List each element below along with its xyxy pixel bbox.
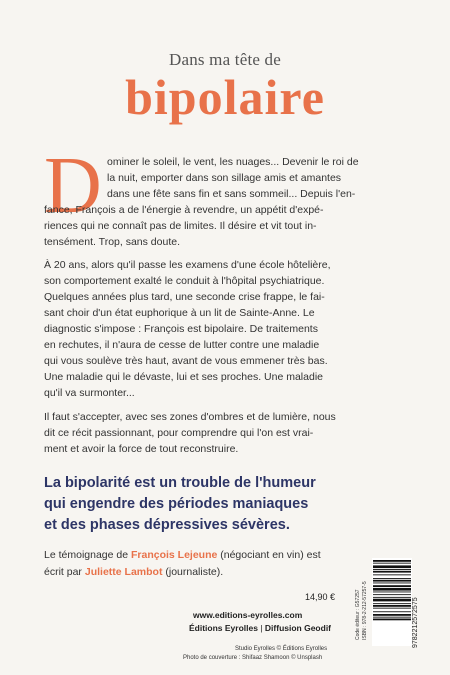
credit-line-2 [44,566,223,578]
text-line: dans une fête sans fin et sans sommeil... Depuis l'en- [107,188,356,200]
barcode-bar [373,614,411,616]
code-editeur: Code éditeur : G57257 [355,589,361,640]
barcode-bar [373,588,411,591]
barcode-bar [373,580,411,582]
credit-line-1 [44,549,321,561]
barcode [372,558,412,646]
barcode-bar [373,578,411,579]
text-line: À 20 ans, alors qu'il passe les examens d'une école hôtelière, [44,259,331,271]
photo-credit: Photo de couverture : Shifaaz Shamoon © Unsplash [183,655,323,661]
studio-credit: Studio Eyrolles © Éditions Eyrolles [235,646,328,652]
text-line: sant choir d'un état euphorique à un lit de Sainte-Anne. Le [44,307,315,319]
text-line: Il faut s'accepter, avec ses zones d'ombres et de lumière, nous [44,411,336,423]
barcode-bar [373,563,411,564]
text-line: ominer le soleil, le vent, les nuages... Devenir le roi de [107,156,359,168]
barcode-bar [373,603,411,604]
author-name: François Lejeune [130,549,218,561]
text-line: riences qui ne connaît pas de limites. Il désire et vit tout in- [44,220,317,232]
author-name: Juliette Lambot [84,566,163,578]
lead-line: qui engendre des périodes maniaques [44,496,309,512]
barcode-bar [373,569,411,570]
title-main: bipolaire [125,69,325,125]
publisher-line [189,623,331,633]
text-line: la nuit, emporter dans son sillage amis et amantes [107,172,342,184]
barcode-bar [373,565,411,568]
text-line: fance, François a de l'énergie à revendre, un appétit d'expé- [44,204,324,216]
barcode-bar [373,592,411,593]
barcode-bar [373,611,411,612]
barcode-bar [373,599,411,602]
barcode-bar [373,560,411,562]
text-line: dit ce récit passionnant, pour comprendre qui l'on est vrai- [44,427,314,439]
text-line: son comportement exalté le conduit à l'hôpital psychiatrique. [44,275,325,287]
title-top: Dans ma tête de [168,50,282,69]
barcode-number: 9782212572575 [412,597,419,648]
barcode-bar [373,574,411,575]
credit-text: Le témoignage de [44,549,131,561]
barcode-graphic [372,558,412,646]
barcode-bar [373,583,411,584]
text-line: Quelques années plus tard, une seconde crise frappe, le fai- [44,291,325,303]
separator: | [257,623,265,633]
barcode-bar [373,585,411,587]
price: 14,90 € [305,592,336,602]
publisher-name: Éditions Eyrolles [189,623,258,633]
barcode-bar [373,594,411,595]
lead-line: et des phases dépressives sévères. [44,517,290,533]
barcode-bar [373,597,411,598]
text-line: ment et avoir la force de tout reconstruire. [44,443,239,455]
text-line: qui vous soulève très haut, avant de vous emmener très bas. [44,355,328,367]
text-line: qu'il va surmonter... [44,387,135,399]
barcode-bar [373,619,411,621]
barcode-bar [373,617,411,618]
lead-line: La bipolarité est un trouble de l'humeur [44,475,316,491]
credit-text: (journaliste). [162,566,224,578]
text-line: en rechutes, il n'aura de cesse de lutter contre une maladie [44,339,320,351]
barcode-bar [373,608,411,609]
barcode-bar [373,605,411,607]
text-line: diagnostic s'impose : François est bipolaire. De traitements [44,323,318,335]
text-line: Une maladie qui le dévaste, lui et ses proches. Une maladie [44,371,323,383]
barcode-bar [373,571,411,573]
credit-text: écrit par [44,566,85,578]
distributor-name: Diffusion Geodif [264,623,332,633]
isbn: ISBN : 978-2-212-57257-5 [362,581,368,640]
credit-text: (négociant en vin) est [217,549,321,561]
website: www.editions-eyrolles.com [193,610,303,620]
dropcap: D [44,142,102,230]
text-line: tensément. Trop, sans doute. [44,236,180,248]
